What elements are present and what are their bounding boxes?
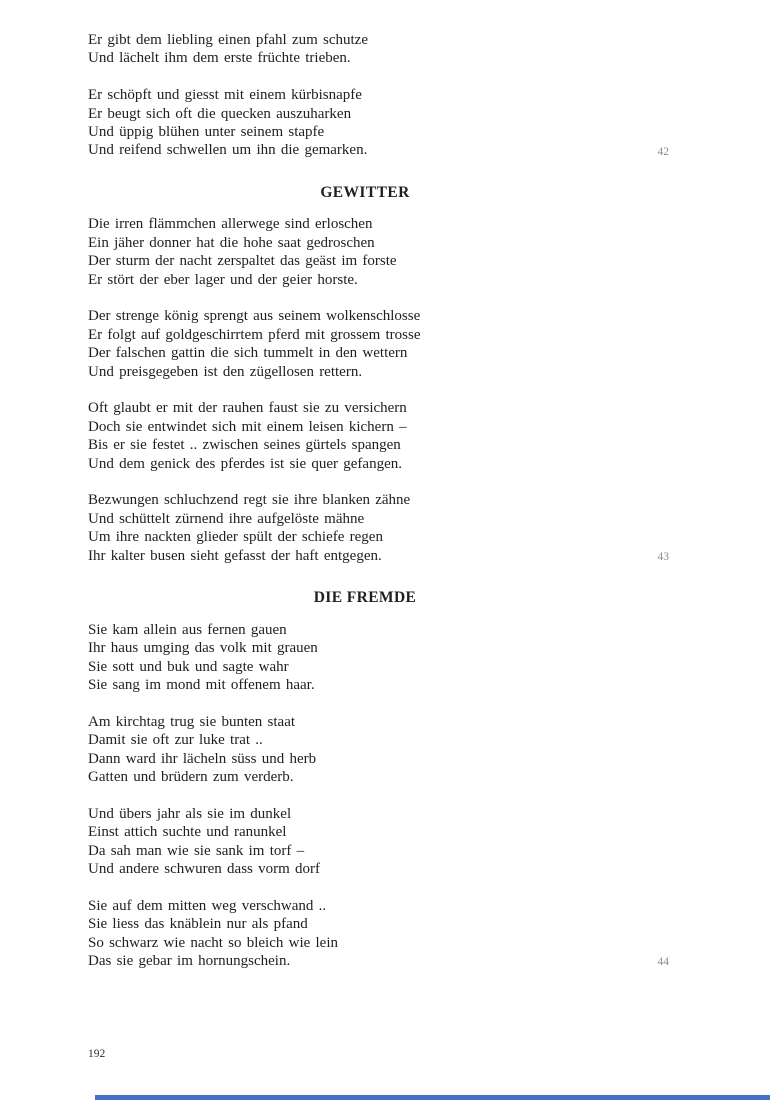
poem-stanza: [88, 897, 669, 971]
poem-line: Ein jäher donner hat die hohe saat gedroschen: [88, 234, 375, 251]
poem-line: Bezwungen schluchzend regt sie ihre blanken zähne: [88, 492, 411, 509]
poem-line: Gatten und brüdern zum verderb.: [88, 768, 294, 785]
poem-line: Ihr haus umging das volk mit grauen: [88, 640, 318, 657]
poem-stanza: [88, 713, 642, 787]
poem-line: Und schüttelt zürnend ihre aufgelöste mähne: [88, 510, 365, 527]
poem-line: Er beugt sich oft die quecken auszuharken: [88, 105, 352, 122]
poem-line: Sie sott und buk und sagte wahr: [88, 658, 289, 675]
poem-line: Der strenge könig sprengt aus seinem wolkenschlosse: [88, 308, 421, 325]
poem-line: Das sie gebar im hornungschein.: [88, 952, 291, 969]
poem-line: Ihr kalter busen sieht gefasst der haft entgegen.: [88, 547, 382, 564]
poem-line: Dann ward ihr lächeln süss und herb: [88, 750, 317, 767]
poem-line: Er gibt dem liebling einen pfahl zum schutze: [88, 32, 369, 48]
poem-line: Der falschen gattin die sich tummelt in den wettern: [88, 345, 408, 362]
poem-line: Sie kam allein aus fernen gauen: [88, 621, 287, 638]
poem-line: Doch sie entwindet sich mit einem leisen kichern –: [88, 418, 407, 435]
poem-line: Und dem genick des pferdes ist sie quer gefangen.: [88, 455, 402, 472]
poem-stanza: [88, 307, 642, 381]
poem-stanza: [88, 31, 642, 68]
poem-line: Und übers jahr als sie im dunkel: [88, 805, 292, 822]
viewer-progress-bar[interactable]: [95, 1095, 770, 1100]
poem-line: Sie liess das knäblein nur als pfand: [88, 916, 308, 933]
poem-stanza: [88, 86, 669, 160]
poem-line: Einst attich suchte und ranunkel: [88, 824, 287, 841]
poem-line: Und andere schwuren dass vorm dorf: [88, 860, 321, 877]
poem-line: Er folgt auf goldgeschirrtem pferd mit grossem trosse: [88, 326, 421, 343]
poem-stanza: [88, 215, 642, 289]
poem-line: Er schöpft und giesst mit einem kürbisnapfe: [88, 87, 362, 104]
poem-title: DIE FREMDE: [313, 589, 417, 607]
poem-line: Da sah man wie sie sank im torf –: [88, 842, 305, 859]
poem-line: Sie auf dem mitten weg verschwand ..: [88, 897, 327, 914]
poem-line: Und üppig blühen unter seinem stapfe: [88, 124, 325, 141]
poem-line: Bis er sie festet .. zwischen seines gürtels spangen: [88, 437, 401, 454]
verse-folio-number: 44: [657, 956, 669, 969]
page-number: 192: [88, 1048, 106, 1060]
poem-stanza: [88, 399, 642, 473]
verse-folio-number: 42: [657, 145, 669, 158]
poem-stanza: [88, 621, 642, 695]
poem-title: GEWITTER: [320, 183, 410, 201]
poem-line: Um ihre nackten glieder spült der schiefe regen: [88, 529, 383, 546]
poem-stanza: [88, 805, 642, 879]
poem-text-column: [88, 31, 669, 989]
verse-folio-number: 43: [657, 551, 669, 564]
poem-line: Damit sie oft zur luke trat ..: [88, 732, 263, 749]
poem-line: Sie sang im mond mit offenem haar.: [88, 676, 315, 693]
poem-line: So schwarz wie nacht so bleich wie lein: [88, 934, 339, 951]
poem-line: Er stört der eber lager und der geier horste.: [88, 271, 358, 288]
poem-stanza: [88, 491, 669, 565]
poem-line: Und preisgegeben ist den zügellosen rettern.: [88, 363, 363, 380]
poem-line: Oft glaubt er mit der rauhen faust sie zu versichern: [88, 400, 407, 417]
poem-line: Und reifend schwellen um ihn die gemarken.: [88, 142, 368, 159]
poem-line: Der sturm der nacht zerspaltet das geäst im forste: [88, 253, 397, 270]
poem-line: Die irren flämmchen allerwege sind erloschen: [88, 216, 373, 233]
poem-line: Am kirchtag trug sie bunten staat: [88, 713, 296, 730]
poem-line: Und lächelt ihm dem erste früchte trieben.: [88, 50, 351, 67]
